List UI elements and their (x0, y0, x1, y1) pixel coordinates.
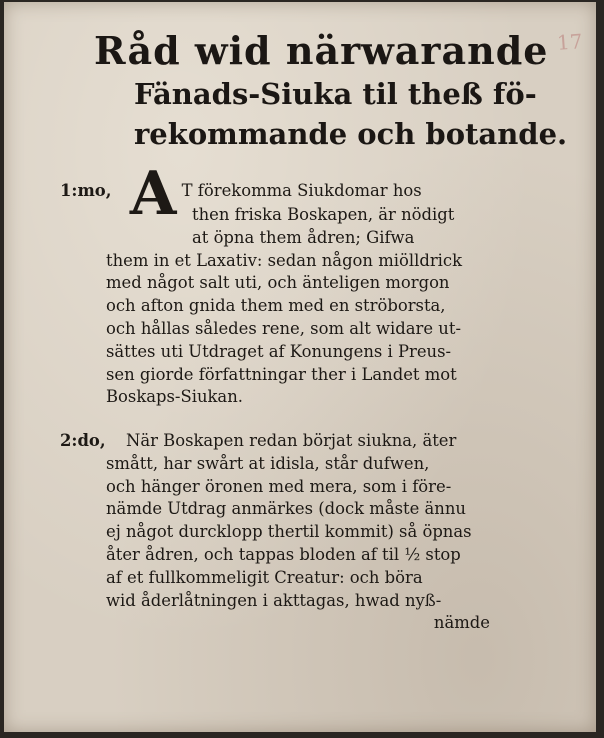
section-1-text: T förekomma Siukdomar hos (181, 181, 422, 200)
section-1-line: och hållas således rene, som alt widare ut- (106, 318, 461, 338)
section-marker: 2:do, (60, 431, 106, 450)
section-1-line: at öpna them ådren; Gifwa (192, 227, 415, 247)
section-2-line: åter ådren, och tappas bloden af til ½ stop (106, 544, 461, 564)
drop-cap-initial: A (129, 159, 177, 229)
document-page (4, 2, 596, 732)
section-1-line: med något salt uti, och änteligen morgon (106, 273, 450, 293)
section-1-line: sättes uti Utdraget af Konungens i Preus- (106, 341, 452, 361)
title-line-1: Råd wid närwarande (94, 28, 549, 73)
section-2-text: När Boskapen redan börjat siukna, äter (126, 431, 457, 450)
section-2-line: ej något durcklopp thertil kommit) så öpnas (106, 522, 472, 542)
section-2-line: nämde Utdrag anmärkes (dock måste ännu (106, 499, 466, 519)
title-line-2: Fänads-Siuka til theß fö- (134, 77, 537, 111)
section-1-line: och afton gnida them med en ströborsta, (106, 296, 446, 316)
catchword: nämde (433, 613, 490, 633)
section-2-line (60, 430, 490, 453)
section-marker: 1:mo, (60, 181, 112, 200)
section-2-line: af et fullkommeligit Creatur: och böra (106, 567, 423, 587)
folio-number: 17 (555, 29, 583, 55)
section-2-line: smått, har swårt at idisla, står dufwen, (106, 453, 430, 473)
section-1-line: sen giorde författningar ther i Landet mot (106, 364, 457, 384)
section-2-line: wid åderlåtningen i akttagas, hwad nyß- (106, 590, 442, 610)
section-1-line: Boskaps-Siukan. (106, 387, 243, 407)
title-line-3: rekommande och botande. (134, 117, 568, 151)
section-2-line: och hänger öronen med mera, som i före- (106, 476, 452, 496)
section-1-line: then friska Boskapen, är nödigt (192, 205, 455, 224)
section-1-line: them in et Laxativ: sedan någon miölldrick (106, 250, 463, 270)
page-title (94, 28, 568, 154)
